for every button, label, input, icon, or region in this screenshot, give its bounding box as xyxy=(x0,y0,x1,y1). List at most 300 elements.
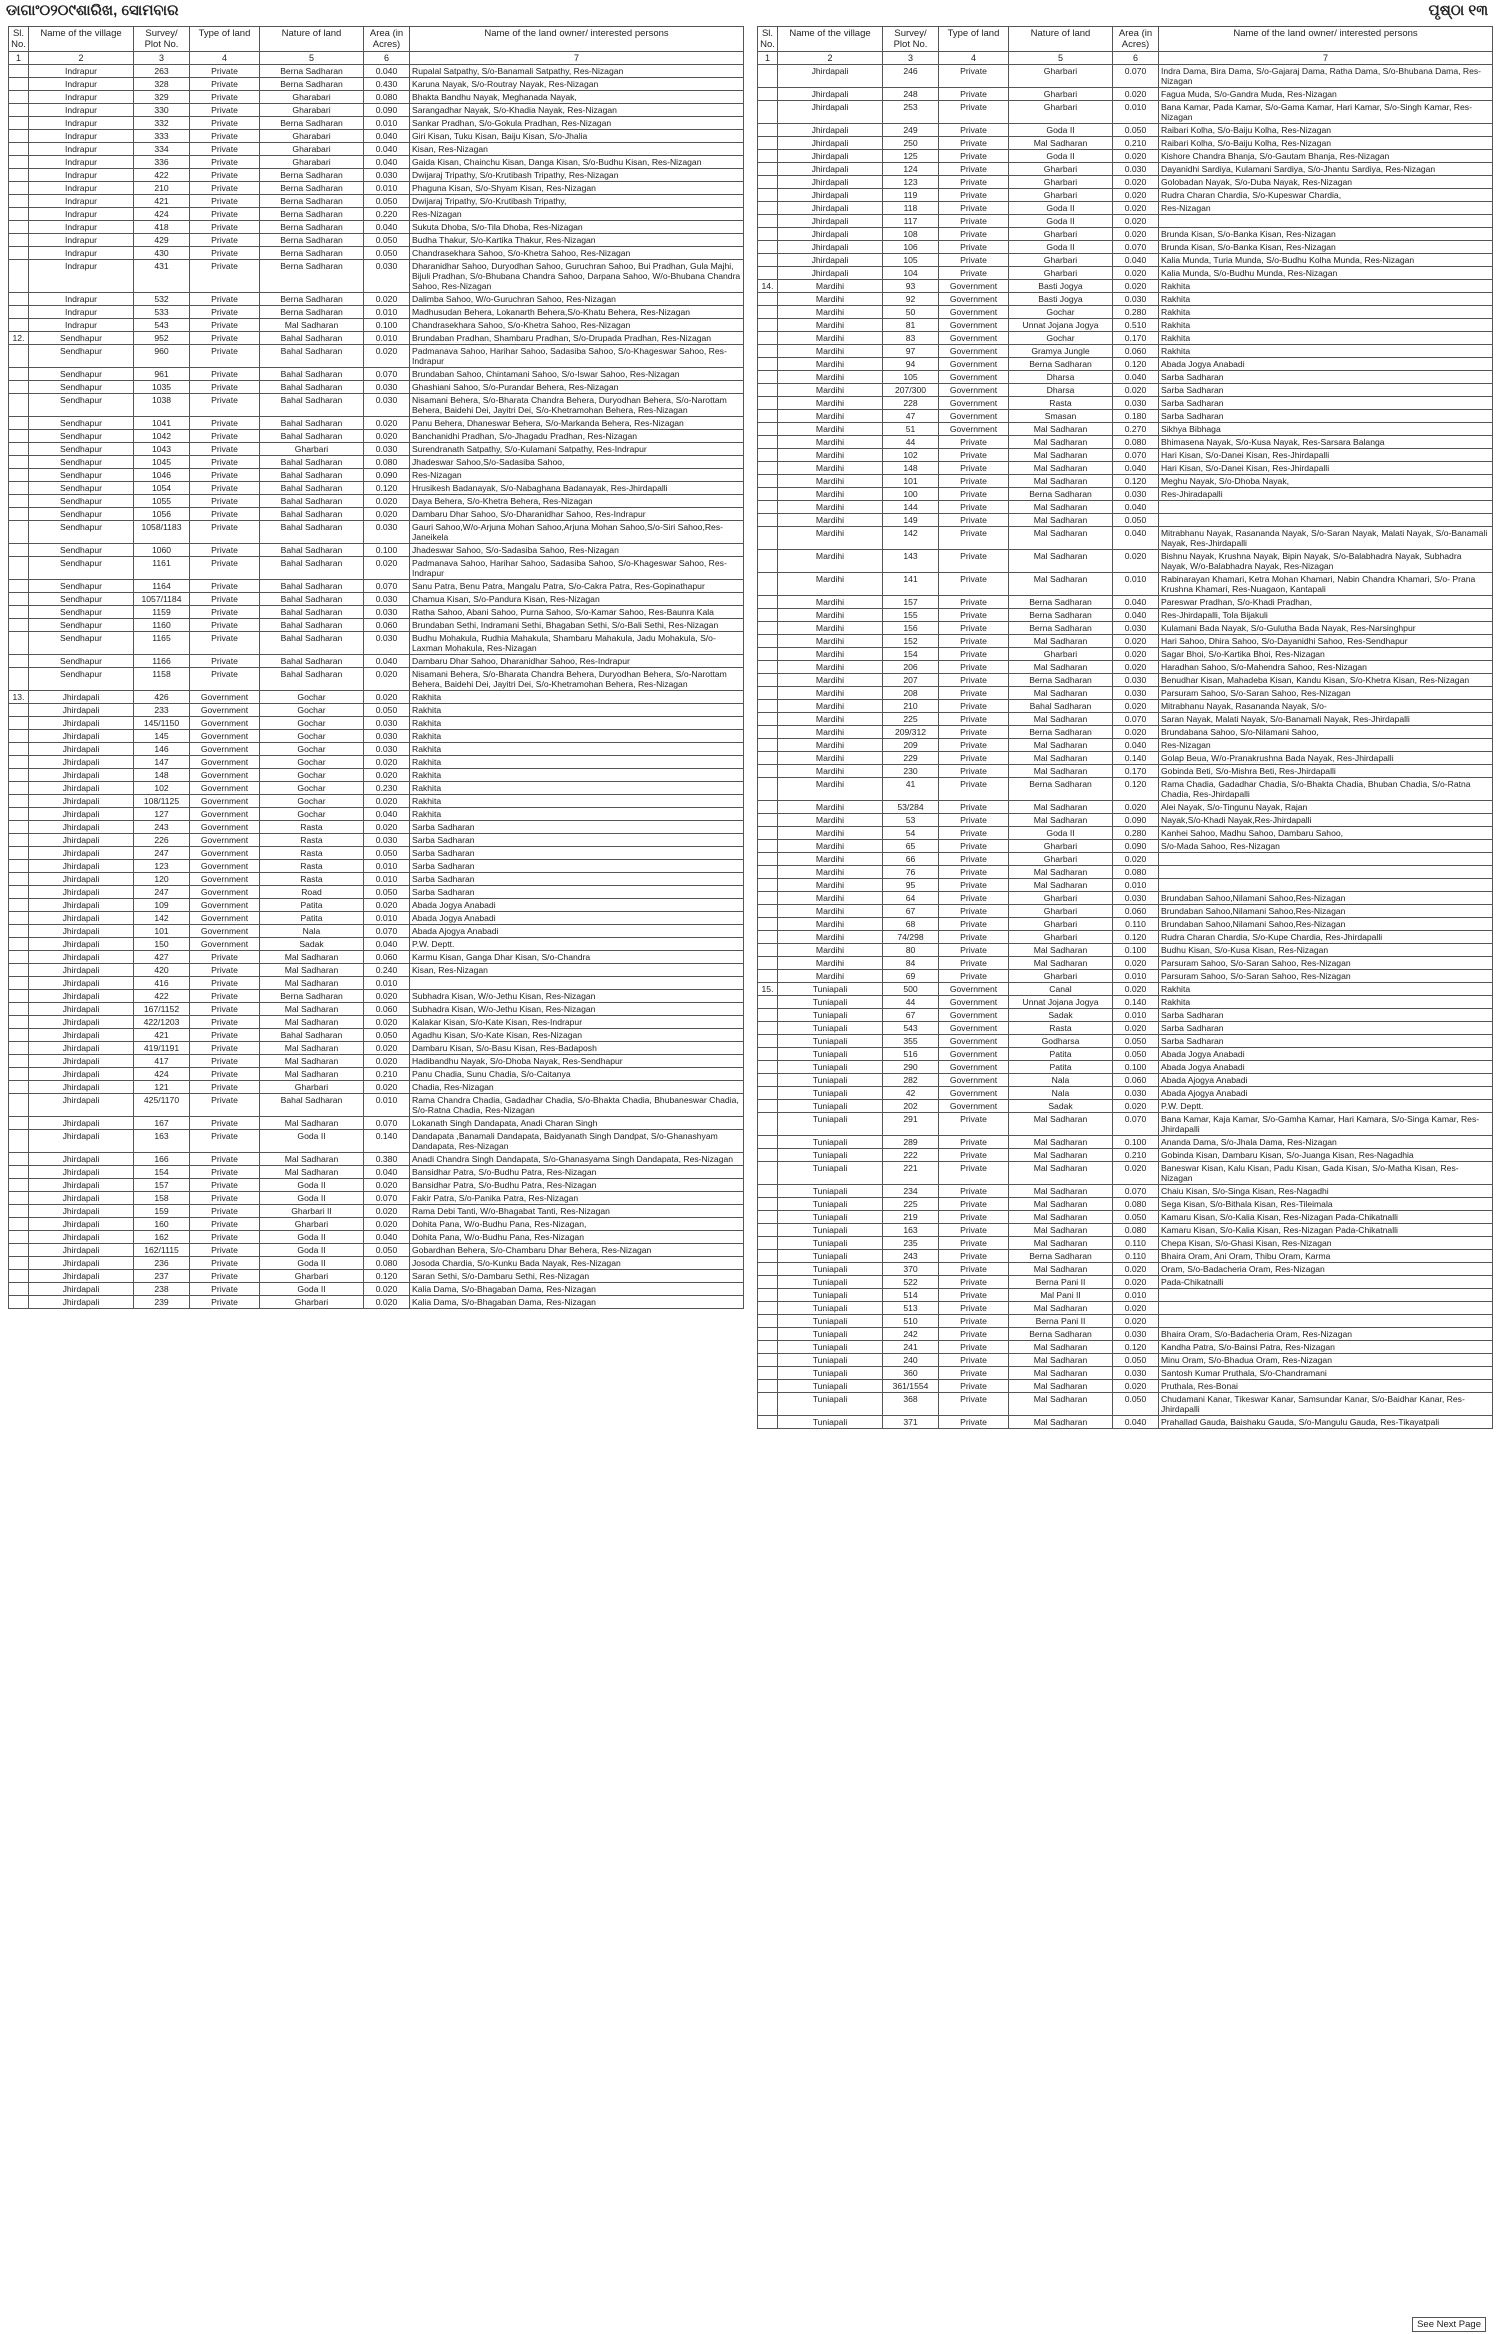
land-nature: Mal Sadharan xyxy=(1009,1341,1113,1354)
table-row xyxy=(758,228,1493,241)
table-row xyxy=(9,469,744,482)
area-acres: 0.070 xyxy=(1113,713,1159,726)
owner-name: Chepa Kisan, S/o-Ghasi Kisan, Res-Nizagan xyxy=(1159,1237,1493,1250)
table-row xyxy=(758,918,1493,931)
sl-no xyxy=(758,1224,778,1237)
owner-name: Phaguna Kisan, S/o-Shyam Kisan, Res-Nizagan xyxy=(410,182,744,195)
land-nature: Mal Sadharan xyxy=(1009,1211,1113,1224)
table-row xyxy=(758,1136,1493,1149)
sl-no xyxy=(758,397,778,410)
area-acres: 0.020 xyxy=(1113,726,1159,739)
land-nature: Mal Sadharan xyxy=(1009,573,1113,596)
land-nature: Mal Sadharan xyxy=(1009,687,1113,700)
land-nature: Bahal Sadharan xyxy=(260,394,364,417)
table-row xyxy=(758,332,1493,345)
table-row xyxy=(758,550,1493,573)
sl-no xyxy=(758,1302,778,1315)
land-table-right xyxy=(757,26,1493,1429)
village-name: Tuniapali xyxy=(778,1416,883,1429)
col-number: 2 xyxy=(29,52,134,65)
owner-name: Rama Debi Tanti, W/o-Bhagabat Tanti, Res-Nizagan xyxy=(410,1205,744,1218)
land-type: Private xyxy=(939,1162,1009,1185)
village-name: Sendhapur xyxy=(29,456,134,469)
village-name: Jhirdapali xyxy=(29,1016,134,1029)
land-type: Private xyxy=(190,195,260,208)
owner-name: Golap Beua, W/o-Pranakrushna Bada Nayak, Res-Jhirdapalli xyxy=(1159,752,1493,765)
owner-name: Brundaban Sahoo, Chintamani Sahoo, S/o-Iswar Sahoo, Res-Nizagan xyxy=(410,368,744,381)
land-type: Government xyxy=(939,1022,1009,1035)
owner-name: P.W. Deptt. xyxy=(410,938,744,951)
village-name: Indrapur xyxy=(29,78,134,91)
land-nature: Rasta xyxy=(260,873,364,886)
sl-no xyxy=(9,1042,29,1055)
owner-name: Benudhar Kisan, Mahadeba Kisan, Kandu Kisan, S/o-Khetra Kisan, Res-Nizagan xyxy=(1159,674,1493,687)
owner-name: Kandha Patra, S/o-Bainsi Patra, Res-Nizagan xyxy=(1159,1341,1493,1354)
table-row xyxy=(758,280,1493,293)
land-type: Private xyxy=(190,1244,260,1257)
survey-plot-no: 143 xyxy=(883,550,939,573)
village-name: Tuniapali xyxy=(778,1380,883,1393)
owner-name: Sarba Sadharan xyxy=(1159,410,1493,423)
area-acres: 0.030 xyxy=(364,521,410,544)
survey-plot-no: 145 xyxy=(134,730,190,743)
sl-no xyxy=(758,150,778,163)
table-row xyxy=(758,1035,1493,1048)
village-name: Sendhapur xyxy=(29,469,134,482)
owner-name: Kulamani Bada Nayak, S/o-Gulutha Bada Nayak, Res-Narsinghpur xyxy=(1159,622,1493,635)
table-row xyxy=(758,137,1493,150)
table-row xyxy=(9,417,744,430)
sl-no xyxy=(9,769,29,782)
table-row xyxy=(758,866,1493,879)
sl-no xyxy=(758,905,778,918)
owner-name: Rama Chadia, Gadadhar Chadia, S/o-Bhakta Chadia, Bhuban Chadia, S/o-Ratna Chadia, Res-Jhirdapalli xyxy=(1159,778,1493,801)
survey-plot-no: 42 xyxy=(883,1087,939,1100)
survey-plot-no: 247 xyxy=(134,886,190,899)
table-row xyxy=(9,319,744,332)
land-nature: Mal Sadharan xyxy=(260,319,364,332)
sl-no: 15. xyxy=(758,983,778,996)
table-row xyxy=(9,899,744,912)
owner-name: Hari Sahoo, Dhira Sahoo, S/o-Dayanidhi Sahoo, Res-Sendhapur xyxy=(1159,635,1493,648)
survey-plot-no: 1060 xyxy=(134,544,190,557)
village-name: Jhirdapali xyxy=(29,951,134,964)
table-row xyxy=(9,557,744,580)
land-nature: Mal Sadharan xyxy=(1009,1185,1113,1198)
land-type: Private xyxy=(190,381,260,394)
sl-no xyxy=(9,1055,29,1068)
area-acres: 0.040 xyxy=(1113,501,1159,514)
village-name: Sendhapur xyxy=(29,345,134,368)
survey-plot-no: 1041 xyxy=(134,417,190,430)
table-row xyxy=(9,1218,744,1231)
sl-no xyxy=(758,1237,778,1250)
owner-name: Mitrabhanu Nayak, Rasananda Nayak, S/o-Saran Nayak, Malati Nayak, S/o-Banamali Nayak, Res-Jhirdapalli xyxy=(1159,527,1493,550)
village-name: Mardihi xyxy=(778,648,883,661)
land-type: Private xyxy=(939,687,1009,700)
sl-no xyxy=(9,925,29,938)
table-row xyxy=(758,1302,1493,1315)
owner-name: Ratha Sahoo, Abani Sahoo, Purna Sahoo, S/o-Kamar Sahoo, Res-Baunra Kala xyxy=(410,606,744,619)
village-name: Jhirdapali xyxy=(778,189,883,202)
land-nature: Basti Jogya xyxy=(1009,293,1113,306)
owner-name: Bhaira Oram, S/o-Badacheria Oram, Res-Nizagan xyxy=(1159,1328,1493,1341)
area-acres: 0.030 xyxy=(364,169,410,182)
owner-name: Gobinda Beti, S/o-Mishra Beti, Res-Jhirdapalli xyxy=(1159,765,1493,778)
table-row xyxy=(758,176,1493,189)
land-type: Government xyxy=(190,912,260,925)
table-row xyxy=(758,254,1493,267)
land-type: Government xyxy=(939,397,1009,410)
land-nature: Berna Sadharan xyxy=(1009,674,1113,687)
table-row xyxy=(9,430,744,443)
land-nature: Smasan xyxy=(1009,410,1113,423)
table-row xyxy=(758,840,1493,853)
land-nature: Dharsa xyxy=(1009,384,1113,397)
village-name: Indrapur xyxy=(29,260,134,293)
land-type: Private xyxy=(190,1055,260,1068)
sl-no xyxy=(758,814,778,827)
land-type: Private xyxy=(190,619,260,632)
land-nature: Goda II xyxy=(260,1283,364,1296)
land-type: Government xyxy=(939,332,1009,345)
land-nature: Mal Sadharan xyxy=(1009,879,1113,892)
area-acres: 0.030 xyxy=(1113,1087,1159,1100)
village-name: Sendhapur xyxy=(29,508,134,521)
area-acres: 0.030 xyxy=(364,730,410,743)
owner-name: Rakhita xyxy=(410,717,744,730)
land-type: Private xyxy=(939,1276,1009,1289)
owner-name: Brunda Kisan, S/o-Banka Kisan, Res-Nizagan xyxy=(1159,241,1493,254)
table-row xyxy=(758,892,1493,905)
table-row xyxy=(758,957,1493,970)
land-nature: Goda II xyxy=(1009,827,1113,840)
sl-no xyxy=(9,743,29,756)
table-row xyxy=(758,905,1493,918)
survey-plot-no: 361/1554 xyxy=(883,1380,939,1393)
village-name: Jhirdapali xyxy=(29,899,134,912)
village-name: Jhirdapali xyxy=(29,1117,134,1130)
table-row xyxy=(758,462,1493,475)
sl-no xyxy=(9,482,29,495)
col-header: Sl. No. xyxy=(758,27,778,52)
land-type: Government xyxy=(190,782,260,795)
area-acres: 0.010 xyxy=(1113,1289,1159,1302)
area-acres: 0.040 xyxy=(1113,462,1159,475)
area-acres: 0.090 xyxy=(1113,814,1159,827)
sl-no xyxy=(9,544,29,557)
survey-plot-no: 149 xyxy=(883,514,939,527)
village-name: Mardihi xyxy=(778,527,883,550)
land-nature: Goda II xyxy=(260,1130,364,1153)
survey-plot-no: 166 xyxy=(134,1153,190,1166)
sl-no xyxy=(9,847,29,860)
village-name: Tuniapali xyxy=(778,1087,883,1100)
land-nature: Gharabari xyxy=(260,143,364,156)
table-row xyxy=(758,1048,1493,1061)
area-acres: 0.380 xyxy=(364,1153,410,1166)
village-name: Jhirdapali xyxy=(778,137,883,150)
owner-name: Bhaira Oram, Ani Oram, Thibu Oram, Karma xyxy=(1159,1250,1493,1263)
village-name: Mardihi xyxy=(778,765,883,778)
area-acres: 0.020 xyxy=(1113,1380,1159,1393)
area-acres: 0.060 xyxy=(1113,1074,1159,1087)
sl-no xyxy=(758,501,778,514)
table-row xyxy=(9,456,744,469)
header-row xyxy=(9,27,744,52)
land-type: Private xyxy=(939,1416,1009,1429)
sl-no xyxy=(9,195,29,208)
owner-name: Indra Dama, Bira Dama, S/o-Gajaraj Dama, Ratha Dama, S/o-Bhubana Dama, Res-Nizagan xyxy=(1159,65,1493,88)
survey-plot-no: 146 xyxy=(134,743,190,756)
area-acres: 0.080 xyxy=(364,1257,410,1270)
land-type: Private xyxy=(939,1289,1009,1302)
survey-plot-no: 97 xyxy=(883,345,939,358)
sl-no xyxy=(9,143,29,156)
survey-plot-no: 108/1125 xyxy=(134,795,190,808)
sl-no xyxy=(758,661,778,674)
land-nature: Mal Sadharan xyxy=(1009,1136,1113,1149)
land-nature: Gochar xyxy=(260,717,364,730)
survey-plot-no: 210 xyxy=(134,182,190,195)
area-acres: 0.020 xyxy=(364,1296,410,1309)
table-row xyxy=(9,619,744,632)
table-row xyxy=(9,1016,744,1029)
area-acres: 0.020 xyxy=(1113,1315,1159,1328)
owner-name: Rakhita xyxy=(410,691,744,704)
owner-name: Chamua Kisan, S/o-Pandura Kisan, Res-Nizagan xyxy=(410,593,744,606)
owner-name: Rupalal Satpathy, S/o-Banamali Satpathy, Res-Nizagan xyxy=(410,65,744,78)
village-name: Sendhapur xyxy=(29,482,134,495)
village-name: Mardihi xyxy=(778,957,883,970)
right-column xyxy=(757,26,1493,1429)
table-row xyxy=(9,847,744,860)
sl-no xyxy=(9,65,29,78)
table-row xyxy=(9,834,744,847)
area-acres: 0.010 xyxy=(364,117,410,130)
land-nature: Mal Sadharan xyxy=(260,1166,364,1179)
area-acres: 0.210 xyxy=(1113,1149,1159,1162)
owner-name: P.W. Deptt. xyxy=(1159,1100,1493,1113)
area-acres: 0.020 xyxy=(1113,384,1159,397)
village-name: Mardihi xyxy=(778,306,883,319)
land-type: Private xyxy=(190,1081,260,1094)
village-name: Tuniapali xyxy=(778,1061,883,1074)
land-type: Government xyxy=(939,345,1009,358)
owner-name: Hari Kisan, S/o-Danei Kisan, Res-Jhirdapalli xyxy=(1159,449,1493,462)
land-nature: Mal Sadharan xyxy=(260,1003,364,1016)
land-type: Private xyxy=(190,368,260,381)
land-type: Private xyxy=(939,944,1009,957)
land-type: Private xyxy=(190,1218,260,1231)
village-name: Sendhapur xyxy=(29,668,134,691)
sl-no xyxy=(758,124,778,137)
survey-plot-no: 1058/1183 xyxy=(134,521,190,544)
land-nature: Goda II xyxy=(260,1231,364,1244)
survey-plot-no: 210 xyxy=(883,700,939,713)
area-acres: 0.060 xyxy=(1113,345,1159,358)
owner-name: Fagua Muda, S/o-Gandra Muda, Res-Nizagan xyxy=(1159,88,1493,101)
land-nature: Berna Sadharan xyxy=(260,117,364,130)
owner-name: Kanhei Sahoo, Madhu Sahoo, Dambaru Sahoo, xyxy=(1159,827,1493,840)
owner-name: Rakhita xyxy=(410,782,744,795)
area-acres: 0.140 xyxy=(364,1130,410,1153)
land-nature: Bahal Sadharan xyxy=(260,593,364,606)
owner-name: Pareswar Pradhan, S/o-Khadi Pradhan, xyxy=(1159,596,1493,609)
owner-name xyxy=(1159,1289,1493,1302)
owner-name xyxy=(1159,1315,1493,1328)
sl-no xyxy=(758,1113,778,1136)
land-nature: Mal Pani II xyxy=(1009,1289,1113,1302)
col-header: Nature of land xyxy=(260,27,364,52)
survey-plot-no: 101 xyxy=(883,475,939,488)
survey-plot-no: 510 xyxy=(883,1315,939,1328)
land-nature: Mal Sadharan xyxy=(1009,1302,1113,1315)
land-nature: Rasta xyxy=(260,847,364,860)
land-type: Private xyxy=(190,332,260,345)
land-type: Private xyxy=(939,215,1009,228)
sl-no xyxy=(758,1250,778,1263)
area-acres: 0.280 xyxy=(1113,827,1159,840)
survey-plot-no: 148 xyxy=(134,769,190,782)
owner-name: Dohita Pana, W/o-Budhu Pana, Res-Nizagan xyxy=(410,1231,744,1244)
area-acres: 0.040 xyxy=(1113,609,1159,622)
table-row xyxy=(9,860,744,873)
village-name: Mardihi xyxy=(778,609,883,622)
survey-plot-no: 420 xyxy=(134,964,190,977)
table-row xyxy=(9,117,744,130)
village-name: Indrapur xyxy=(29,293,134,306)
land-type: Government xyxy=(190,821,260,834)
col-header: Sl. No. xyxy=(9,27,29,52)
land-type: Private xyxy=(190,977,260,990)
owner-name: Golobadan Nayak, S/o-Duba Nayak, Res-Nizagan xyxy=(1159,176,1493,189)
land-type: Private xyxy=(939,488,1009,501)
sl-no xyxy=(9,912,29,925)
col-header: Survey/ Plot No. xyxy=(883,27,939,52)
sl-no xyxy=(758,423,778,436)
area-acres: 0.020 xyxy=(364,756,410,769)
land-type: Private xyxy=(190,117,260,130)
area-acres: 0.010 xyxy=(1113,970,1159,983)
sl-no xyxy=(9,1296,29,1309)
sl-no xyxy=(758,801,778,814)
land-type: Private xyxy=(190,668,260,691)
village-name: Mardihi xyxy=(778,488,883,501)
area-acres: 0.060 xyxy=(364,951,410,964)
survey-plot-no: 1042 xyxy=(134,430,190,443)
sl-no xyxy=(758,1289,778,1302)
sl-no xyxy=(758,1393,778,1416)
village-name: Tuniapali xyxy=(778,1211,883,1224)
land-nature: Mal Sadharan xyxy=(1009,550,1113,573)
owner-name: Dwijaraj Tripathy, S/o-Krutibash Tripathy, xyxy=(410,195,744,208)
village-name: Jhirdapali xyxy=(29,1003,134,1016)
sl-no xyxy=(9,990,29,1003)
owner-name: Madhusudan Behera, Lokanarth Behera,S/o-Khatu Behera, Res-Nizagan xyxy=(410,306,744,319)
land-nature: Nala xyxy=(260,925,364,938)
sl-no xyxy=(9,860,29,873)
land-type: Private xyxy=(939,189,1009,202)
land-type: Private xyxy=(939,101,1009,124)
table-body-left xyxy=(9,65,744,1309)
table-row xyxy=(758,853,1493,866)
land-type: Government xyxy=(939,306,1009,319)
survey-plot-no: 102 xyxy=(883,449,939,462)
village-name: Jhirdapali xyxy=(29,990,134,1003)
sl-no xyxy=(758,358,778,371)
land-nature: Mal Sadharan xyxy=(1009,1263,1113,1276)
land-type: Government xyxy=(190,847,260,860)
area-acres: 0.020 xyxy=(364,557,410,580)
land-type: Private xyxy=(939,228,1009,241)
owner-name: Sarba Sadharan xyxy=(1159,397,1493,410)
land-nature: Rasta xyxy=(1009,397,1113,410)
survey-plot-no: 51 xyxy=(883,423,939,436)
table-row xyxy=(758,609,1493,622)
survey-plot-no: 329 xyxy=(134,91,190,104)
table-row xyxy=(758,436,1493,449)
col-header: Name of the land owner/ interested persons xyxy=(410,27,744,52)
area-acres: 0.070 xyxy=(1113,241,1159,254)
land-type: Private xyxy=(190,495,260,508)
owner-name: Brundabana Sahoo, S/o-Nilamani Sahoo, xyxy=(1159,726,1493,739)
sl-no xyxy=(9,394,29,417)
area-acres: 0.020 xyxy=(1113,700,1159,713)
survey-plot-no: 250 xyxy=(883,137,939,150)
area-acres: 0.020 xyxy=(364,345,410,368)
survey-plot-no: 532 xyxy=(134,293,190,306)
area-acres: 0.020 xyxy=(364,508,410,521)
village-name: Jhirdapali xyxy=(29,834,134,847)
village-name: Sendhapur xyxy=(29,417,134,430)
sl-no xyxy=(758,215,778,228)
survey-plot-no: 100 xyxy=(883,488,939,501)
land-type: Private xyxy=(939,501,1009,514)
village-name: Jhirdapali xyxy=(29,1205,134,1218)
survey-plot-no: 543 xyxy=(134,319,190,332)
owner-name: Sarba Sadharan xyxy=(1159,1022,1493,1035)
see-next-page: See Next Page xyxy=(1412,2317,1486,2332)
land-nature: Goda II xyxy=(1009,215,1113,228)
survey-plot-no: 76 xyxy=(883,866,939,879)
survey-plot-no: 68 xyxy=(883,918,939,931)
area-acres: 0.020 xyxy=(1113,189,1159,202)
sl-no xyxy=(9,704,29,717)
survey-plot-no: 93 xyxy=(883,280,939,293)
sl-no xyxy=(9,247,29,260)
land-nature: Goda II xyxy=(260,1179,364,1192)
land-nature: Gharbari xyxy=(260,1270,364,1283)
owner-name: Rakhita xyxy=(1159,280,1493,293)
village-name: Jhirdapali xyxy=(778,124,883,137)
survey-plot-no: 291 xyxy=(883,1113,939,1136)
owner-name: Rakhita xyxy=(410,795,744,808)
village-name: Sendhapur xyxy=(29,381,134,394)
table-row xyxy=(758,1393,1493,1416)
land-type: Private xyxy=(939,1341,1009,1354)
area-acres: 0.240 xyxy=(364,964,410,977)
sl-no xyxy=(9,619,29,632)
area-acres: 0.040 xyxy=(364,65,410,78)
land-type: Private xyxy=(190,182,260,195)
area-acres: 0.030 xyxy=(1113,397,1159,410)
sl-no xyxy=(758,1263,778,1276)
table-row xyxy=(758,1354,1493,1367)
survey-plot-no: 54 xyxy=(883,827,939,840)
table-row xyxy=(758,267,1493,280)
land-type: Private xyxy=(190,306,260,319)
